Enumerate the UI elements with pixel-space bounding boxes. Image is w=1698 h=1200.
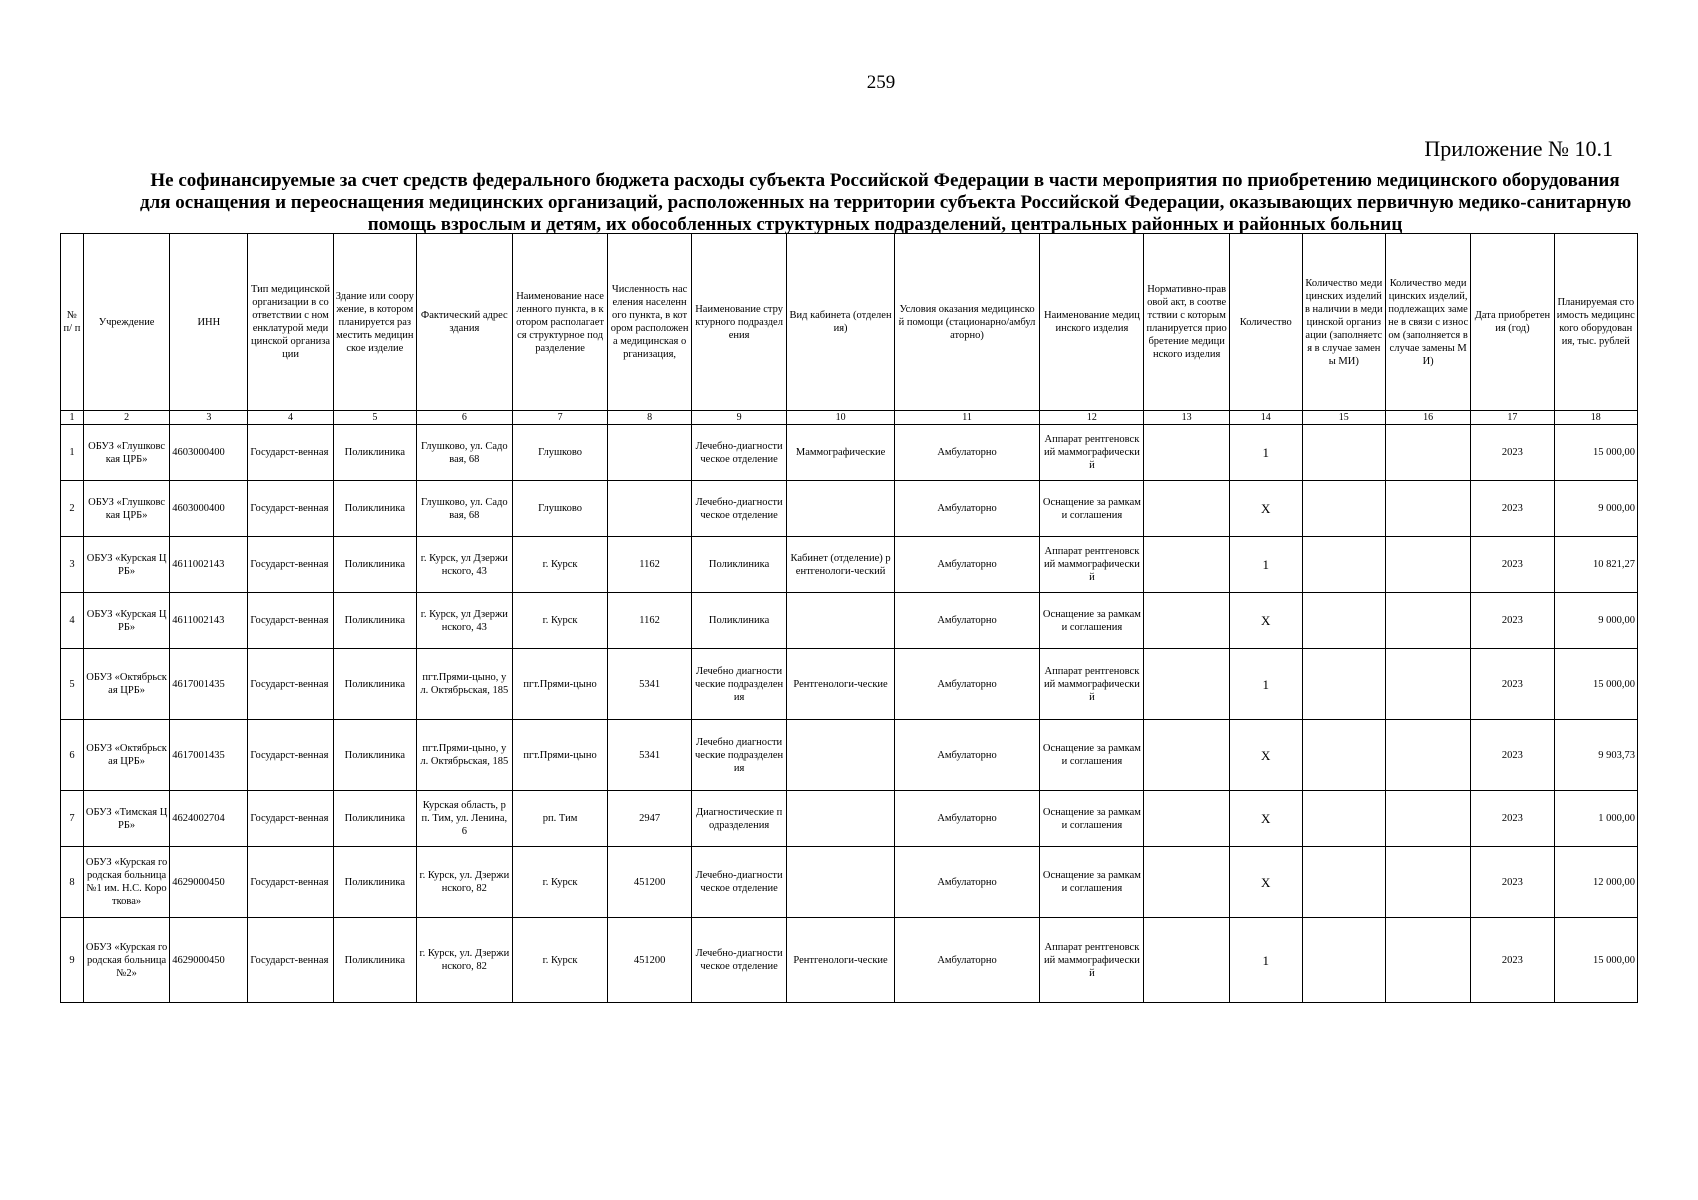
col-header: Учреждение <box>83 234 169 411</box>
cell-population: 5341 <box>608 649 691 720</box>
cell-purchase-year: 2023 <box>1471 791 1554 847</box>
column-number: 3 <box>170 411 248 425</box>
cell-inn: 4603000400 <box>170 425 248 481</box>
column-number: 8 <box>608 411 691 425</box>
cell-planned-cost: 12 000,00 <box>1554 847 1637 918</box>
col-header: Тип медицинской организации в соответствии с номенклатурой медицинской организации <box>248 234 333 411</box>
cell-replace-count <box>1385 593 1470 649</box>
cell-row-number: 7 <box>61 791 84 847</box>
cell-planned-cost: 10 821,27 <box>1554 537 1637 593</box>
cell-planned-cost: 1 000,00 <box>1554 791 1637 847</box>
cell-org-name: ОБУЗ «Курская ЦРБ» <box>83 537 169 593</box>
cell-quantity: 1 <box>1229 918 1302 1003</box>
cell-subdivision: Лечебно диагностические подразделения <box>691 649 787 720</box>
column-number-row <box>61 411 1638 425</box>
cell-address: Курская область, рп. Тим, ул. Ленина, 6 <box>416 791 512 847</box>
cell-subdivision: Лечебно-диагностическое отделение <box>691 847 787 918</box>
column-number: 7 <box>512 411 608 425</box>
cell-quantity: 1 <box>1229 649 1302 720</box>
cell-in-stock-count <box>1302 649 1385 720</box>
cell-population: 5341 <box>608 720 691 791</box>
cell-building: Поликлиника <box>333 649 416 720</box>
cell-cabinet-type: Кабинет (отделение) рентгенологи-ческий <box>787 537 894 593</box>
col-header: Нормативно-правовой акт, в соответствии с которым планируется приобретение медицинского изделия <box>1144 234 1229 411</box>
cell-quantity: X <box>1229 593 1302 649</box>
table-row <box>61 425 1638 481</box>
cell-population: 451200 <box>608 847 691 918</box>
cell-building: Поликлиника <box>333 481 416 537</box>
cell-row-number: 8 <box>61 847 84 918</box>
cell-building: Поликлиника <box>333 720 416 791</box>
cell-org-type: Государст-венная <box>248 593 333 649</box>
cell-legal-act <box>1144 791 1229 847</box>
cell-row-number: 1 <box>61 425 84 481</box>
cell-locality: Глушково <box>512 425 608 481</box>
cell-org-name: ОБУЗ «Октябрьская ЦРБ» <box>83 649 169 720</box>
column-number: 13 <box>1144 411 1229 425</box>
cell-device-name: Оснащение за рамками соглашения <box>1040 481 1144 537</box>
col-header: Количество медицинских изделий, подлежащих замене в связи с износом (заполняется в случае замены МИ) <box>1385 234 1470 411</box>
cell-locality: г. Курск <box>512 847 608 918</box>
cell-building: Поликлиника <box>333 425 416 481</box>
col-header: Наименование медицинского изделия <box>1040 234 1144 411</box>
cell-care-conditions: Амбулаторно <box>894 918 1040 1003</box>
table-row <box>61 720 1638 791</box>
cell-planned-cost: 15 000,00 <box>1554 649 1637 720</box>
header-row <box>61 234 1638 411</box>
cell-inn: 4603000400 <box>170 481 248 537</box>
cell-in-stock-count <box>1302 537 1385 593</box>
cell-device-name: Аппарат рентгеновский маммографический <box>1040 537 1144 593</box>
cell-replace-count <box>1385 918 1470 1003</box>
cell-care-conditions: Амбулаторно <box>894 791 1040 847</box>
cell-quantity: X <box>1229 720 1302 791</box>
cell-planned-cost: 15 000,00 <box>1554 918 1637 1003</box>
cell-cabinet-type <box>787 847 894 918</box>
cell-cabinet-type: Рентгенологи-ческие <box>787 918 894 1003</box>
cell-address: пгт.Прями-цыно, ул. Октябрьская, 185 <box>416 720 512 791</box>
cell-org-type: Государст-венная <box>248 649 333 720</box>
cell-inn: 4629000450 <box>170 918 248 1003</box>
cell-org-type: Государст-венная <box>248 481 333 537</box>
cell-replace-count <box>1385 481 1470 537</box>
cell-quantity: X <box>1229 481 1302 537</box>
cell-row-number: 2 <box>61 481 84 537</box>
col-header: Наименование населенного пункта, в котором располагается структурное подразделение <box>512 234 608 411</box>
title-line: помощь взрослым и детям, их обособленных структурных подразделений, центральных районных и районных больниц <box>367 214 1403 235</box>
cell-org-type: Государст-венная <box>248 918 333 1003</box>
column-number: 11 <box>894 411 1040 425</box>
column-number: 2 <box>83 411 169 425</box>
cell-locality: г. Курск <box>512 537 608 593</box>
cell-org-name: ОБУЗ «Глушковская ЦРБ» <box>83 481 169 537</box>
table-row <box>61 847 1638 918</box>
cell-care-conditions: Амбулаторно <box>894 537 1040 593</box>
col-header: Планируемая стоимость медицинского оборудования, тыс. рублей <box>1554 234 1637 411</box>
cell-legal-act <box>1144 481 1229 537</box>
column-number: 14 <box>1229 411 1302 425</box>
cell-building: Поликлиника <box>333 791 416 847</box>
cell-device-name: Аппарат рентгеновский маммографический <box>1040 918 1144 1003</box>
cell-locality: пгт.Прями-цыно <box>512 649 608 720</box>
column-number: 5 <box>333 411 416 425</box>
cell-in-stock-count <box>1302 593 1385 649</box>
cell-population <box>608 481 691 537</box>
column-number: 1 <box>61 411 84 425</box>
document-title <box>140 170 1630 236</box>
cell-legal-act <box>1144 720 1229 791</box>
cell-legal-act <box>1144 537 1229 593</box>
col-header: Количество медицинских изделий в наличии в медицинской организации (заполняется в случае замены МИ) <box>1302 234 1385 411</box>
col-header: ИНН <box>170 234 248 411</box>
col-header: № п/ п <box>61 234 84 411</box>
cell-quantity: 1 <box>1229 425 1302 481</box>
cell-org-type: Государст-венная <box>248 720 333 791</box>
cell-device-name: Аппарат рентгеновский маммографический <box>1040 649 1144 720</box>
cell-row-number: 6 <box>61 720 84 791</box>
cell-population <box>608 425 691 481</box>
table-body <box>61 425 1638 1003</box>
cell-in-stock-count <box>1302 791 1385 847</box>
cell-purchase-year: 2023 <box>1471 918 1554 1003</box>
cell-population: 451200 <box>608 918 691 1003</box>
cell-planned-cost: 9 000,00 <box>1554 593 1637 649</box>
title-line: Не софинансируемые за счет средств федерального бюджета расходы субъекта Российской Федерации в части мероприятия по приобретению медицинского оборудования <box>150 170 1620 191</box>
cell-locality: рп. Тим <box>512 791 608 847</box>
cell-inn: 4624002704 <box>170 791 248 847</box>
column-number: 16 <box>1385 411 1470 425</box>
cell-address: пгт.Прями-цыно, ул. Октябрьская, 185 <box>416 649 512 720</box>
column-number: 6 <box>416 411 512 425</box>
cell-legal-act <box>1144 847 1229 918</box>
column-number: 18 <box>1554 411 1637 425</box>
col-header: Фактический адрес здания <box>416 234 512 411</box>
cell-in-stock-count <box>1302 847 1385 918</box>
cell-replace-count <box>1385 791 1470 847</box>
cell-cabinet-type: Рентгенологи-ческие <box>787 649 894 720</box>
cell-org-name: ОБУЗ «Курская городская больница №2» <box>83 918 169 1003</box>
cell-address: г. Курск, ул. Дзержинского, 82 <box>416 847 512 918</box>
cell-locality: пгт.Прями-цыно <box>512 720 608 791</box>
cell-subdivision: Лечебно-диагностическое отделение <box>691 481 787 537</box>
col-header: Количество <box>1229 234 1302 411</box>
cell-planned-cost: 15 000,00 <box>1554 425 1637 481</box>
cell-inn: 4611002143 <box>170 537 248 593</box>
table-row <box>61 649 1638 720</box>
cell-subdivision: Лечебно-диагностическое отделение <box>691 918 787 1003</box>
cell-building: Поликлиника <box>333 537 416 593</box>
cell-population: 2947 <box>608 791 691 847</box>
cell-locality: г. Курск <box>512 593 608 649</box>
cell-subdivision: Лечебно диагностические подразделения <box>691 720 787 791</box>
cell-locality: г. Курск <box>512 918 608 1003</box>
page-number: 259 <box>866 72 896 93</box>
cell-org-name: ОБУЗ «Курская ЦРБ» <box>83 593 169 649</box>
equipment-table <box>60 233 1638 1003</box>
cell-quantity: 1 <box>1229 537 1302 593</box>
col-header: Условия оказания медицинской помощи (стационарно/амбулаторно) <box>894 234 1040 411</box>
cell-address: г. Курск, ул Дзержинского, 43 <box>416 537 512 593</box>
table-row <box>61 481 1638 537</box>
cell-row-number: 3 <box>61 537 84 593</box>
cell-row-number: 4 <box>61 593 84 649</box>
cell-legal-act <box>1144 649 1229 720</box>
cell-cabinet-type <box>787 593 894 649</box>
cell-org-type: Государст-венная <box>248 791 333 847</box>
cell-locality: Глушково <box>512 481 608 537</box>
cell-purchase-year: 2023 <box>1471 593 1554 649</box>
column-number: 15 <box>1302 411 1385 425</box>
cell-care-conditions: Амбулаторно <box>894 720 1040 791</box>
cell-care-conditions: Амбулаторно <box>894 847 1040 918</box>
cell-legal-act <box>1144 593 1229 649</box>
cell-purchase-year: 2023 <box>1471 720 1554 791</box>
cell-org-name: ОБУЗ «Тимская ЦРБ» <box>83 791 169 847</box>
cell-quantity: X <box>1229 847 1302 918</box>
title-line: для оснащения и переоснащения медицинских организаций, расположенных на территории субъекта Российской Федерации, оказывающих первичную медико-санитарную <box>140 192 1632 213</box>
cell-care-conditions: Амбулаторно <box>894 649 1040 720</box>
cell-row-number: 9 <box>61 918 84 1003</box>
column-number: 17 <box>1471 411 1554 425</box>
col-header: Здание или сооружение, в котором планируется разместить медицинское изделие <box>333 234 416 411</box>
cell-in-stock-count <box>1302 720 1385 791</box>
cell-address: г. Курск, ул Дзержинского, 43 <box>416 593 512 649</box>
cell-replace-count <box>1385 720 1470 791</box>
cell-population: 1162 <box>608 593 691 649</box>
cell-inn: 4617001435 <box>170 649 248 720</box>
cell-planned-cost: 9 000,00 <box>1554 481 1637 537</box>
cell-subdivision: Диагностические подразделения <box>691 791 787 847</box>
cell-inn: 4629000450 <box>170 847 248 918</box>
cell-replace-count <box>1385 537 1470 593</box>
cell-population: 1162 <box>608 537 691 593</box>
cell-org-type: Государст-венная <box>248 847 333 918</box>
cell-org-name: ОБУЗ «Октябрьская ЦРБ» <box>83 720 169 791</box>
cell-subdivision: Поликлиника <box>691 537 787 593</box>
cell-cabinet-type <box>787 791 894 847</box>
column-number: 10 <box>787 411 894 425</box>
cell-purchase-year: 2023 <box>1471 537 1554 593</box>
column-number: 4 <box>248 411 333 425</box>
cell-cabinet-type <box>787 720 894 791</box>
cell-replace-count <box>1385 425 1470 481</box>
cell-address: г. Курск, ул. Дзержинского, 82 <box>416 918 512 1003</box>
cell-subdivision: Лечебно-диагностическое отделение <box>691 425 787 481</box>
cell-device-name: Оснащение за рамками соглашения <box>1040 847 1144 918</box>
cell-address: Глушково, ул. Садовая, 68 <box>416 481 512 537</box>
cell-cabinet-type: Маммографические <box>787 425 894 481</box>
table-row <box>61 918 1638 1003</box>
cell-care-conditions: Амбулаторно <box>894 593 1040 649</box>
cell-device-name: Аппарат рентгеновский маммографический <box>1040 425 1144 481</box>
cell-building: Поликлиника <box>333 847 416 918</box>
cell-replace-count <box>1385 847 1470 918</box>
cell-care-conditions: Амбулаторно <box>894 425 1040 481</box>
cell-device-name: Оснащение за рамками соглашения <box>1040 593 1144 649</box>
col-header: Наименование структурного подразделения <box>691 234 787 411</box>
cell-row-number: 5 <box>61 649 84 720</box>
cell-purchase-year: 2023 <box>1471 649 1554 720</box>
cell-inn: 4611002143 <box>170 593 248 649</box>
table-row <box>61 593 1638 649</box>
cell-replace-count <box>1385 649 1470 720</box>
cell-in-stock-count <box>1302 425 1385 481</box>
table-row <box>61 537 1638 593</box>
cell-quantity: X <box>1229 791 1302 847</box>
cell-device-name: Оснащение за рамками соглашения <box>1040 791 1144 847</box>
cell-in-stock-count <box>1302 481 1385 537</box>
cell-inn: 4617001435 <box>170 720 248 791</box>
cell-purchase-year: 2023 <box>1471 481 1554 537</box>
cell-device-name: Оснащение за рамками соглашения <box>1040 720 1144 791</box>
cell-in-stock-count <box>1302 918 1385 1003</box>
cell-subdivision: Поликлиника <box>691 593 787 649</box>
cell-building: Поликлиника <box>333 918 416 1003</box>
cell-cabinet-type <box>787 481 894 537</box>
cell-org-name: ОБУЗ «Курская городская больница №1 им. Н.С. Короткова» <box>83 847 169 918</box>
table-row <box>61 791 1638 847</box>
col-header: Вид кабинета (отделения) <box>787 234 894 411</box>
col-header: Численность населения населенного пункта, в котором расположена медицинская организация, <box>608 234 691 411</box>
equipment-table-wrapper <box>60 233 1638 1003</box>
cell-care-conditions: Амбулаторно <box>894 481 1040 537</box>
cell-org-type: Государст-венная <box>248 425 333 481</box>
cell-address: Глушково, ул. Садовая, 68 <box>416 425 512 481</box>
cell-org-name: ОБУЗ «Глушковская ЦРБ» <box>83 425 169 481</box>
column-number: 12 <box>1040 411 1144 425</box>
cell-purchase-year: 2023 <box>1471 847 1554 918</box>
appendix-label: Приложение № 10.1 <box>1424 136 1613 161</box>
cell-purchase-year: 2023 <box>1471 425 1554 481</box>
col-header: Дата приобретения (год) <box>1471 234 1554 411</box>
cell-org-type: Государст-венная <box>248 537 333 593</box>
cell-planned-cost: 9 903,73 <box>1554 720 1637 791</box>
cell-legal-act <box>1144 425 1229 481</box>
cell-building: Поликлиника <box>333 593 416 649</box>
column-number: 9 <box>691 411 787 425</box>
cell-legal-act <box>1144 918 1229 1003</box>
